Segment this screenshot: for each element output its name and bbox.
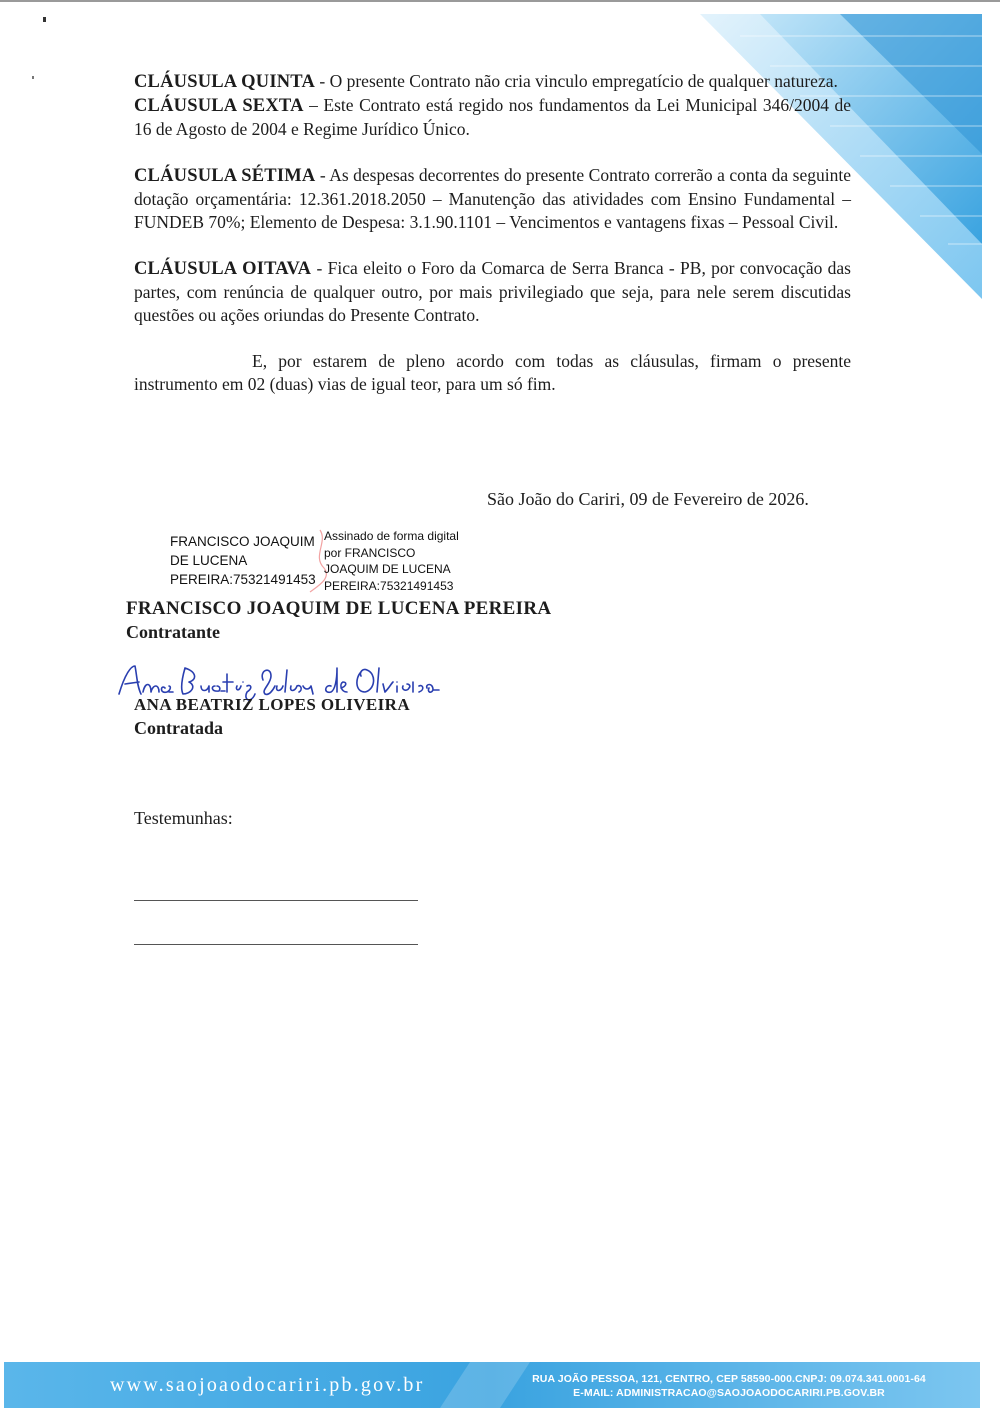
clause-heading: CLÁUSULA SEXTA	[134, 96, 304, 116]
clause-text: - O presente Contrato não cria vinculo empregatício de qualquer natureza.	[315, 71, 838, 91]
clause-setima	[134, 164, 851, 234]
witness-signature-line-1	[134, 900, 418, 901]
clause-heading: CLÁUSULA OITAVA	[134, 259, 312, 279]
closing-paragraph: E, por estarem de pleno acordo com todas as cláusulas, firmam o presente instrumento em 02 (duas) vias de igual teor, para um só fim.	[134, 351, 851, 394]
witness-signature-line-2	[134, 944, 418, 945]
clause-quinta	[134, 70, 851, 94]
note-line: Assinado de forma digital	[324, 529, 459, 543]
clause-text: – Este Contrato está regido nos fundamentos da Lei Municipal 346/2004 de 16 de Agosto de 2004 e Regime Jurídico Único.	[134, 95, 851, 139]
witnesses-label: Testemunhas:	[134, 808, 233, 828]
digital-signature-stamp	[170, 528, 490, 594]
footer-address: RUA JOÃO PESSOA, 121, CENTRO, CEP 58590-000.CNPJ: 09.074.341.0001-64	[532, 1373, 926, 1385]
clause-heading: CLÁUSULA QUINTA	[134, 72, 316, 92]
clause-heading: CLÁUSULA SÉTIMA	[134, 166, 316, 186]
contract-body	[134, 70, 851, 396]
clause-text: - Fica eleito o Foro da Comarca de Serra Branca - PB, por convocação das partes, com renúncia de qualquer outro, por mais privilegiado que seja, para nele serem discutidas questões ou ações oriundas do Presente Contrato.	[134, 258, 851, 325]
place-date: São João do Cariri, 09 de Fevereiro de 2026.	[487, 489, 809, 509]
signer-line: PEREIRA:75321491453	[170, 572, 316, 587]
scan-speck	[43, 17, 46, 22]
footer-address-block	[514, 1372, 944, 1400]
clause-oitava	[134, 257, 851, 327]
note-line: JOAQUIM DE LUCENA	[324, 562, 451, 576]
contratada-role: Contratada	[134, 718, 223, 738]
footer-website: www.saojoaodocariri.pb.gov.br	[110, 1374, 425, 1396]
scan-speck	[32, 76, 34, 79]
footer-email: E-MAIL: ADMINISTRACAO@SAOJOAODOCARIRI.PB.GOV.BR	[573, 1387, 885, 1399]
signer-line: DE LUCENA	[170, 553, 248, 568]
scan-top-edge	[0, 0, 1000, 2]
note-line: por FRANCISCO	[324, 545, 416, 560]
digital-signature-note	[324, 528, 494, 594]
contratada-name: ANA BEATRIZ LOPES OLIVEIRA	[134, 695, 411, 714]
contratante-name: FRANCISCO JOAQUIM DE LUCENA PEREIRA	[126, 598, 552, 619]
contratante-role: Contratante	[126, 622, 220, 642]
note-line: PEREIRA:75321491453	[324, 578, 454, 593]
clause-text: - As despesas decorrentes do presente Contrato correrão a conta da seguinte dotação orçamentária: 12.361.2018.2050 – Manutenção das atividades com Ensino Fundamental – FUNDEB 70%; Elemento de Despesa: 3.1.90.1101 – Vencimentos e vantagens fixas – Pessoal Civil.	[134, 165, 851, 232]
clause-sexta	[134, 94, 851, 141]
letterhead-footer	[0, 1358, 1000, 1412]
signer-line: FRANCISCO JOAQUIM	[170, 534, 315, 549]
